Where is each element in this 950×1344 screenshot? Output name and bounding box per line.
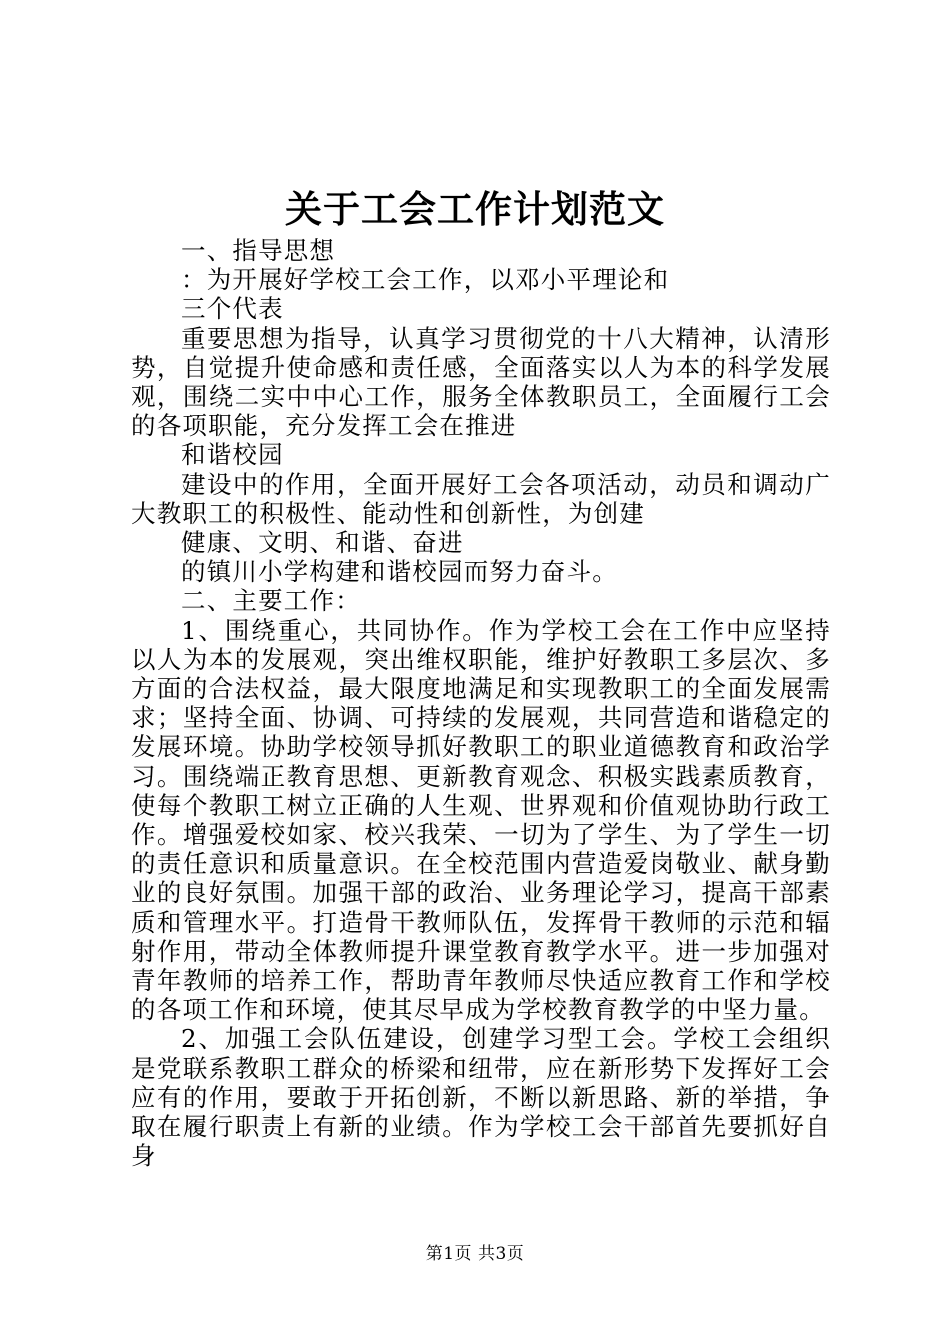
paragraph-slogan: 健康、文明、和谐、奋进 xyxy=(181,528,464,558)
paragraph-three-represents: 三个代表 xyxy=(181,294,284,324)
paragraph-guiding-body: 重要思想为指导，认真学习贯彻党的十八大精神，认清形势，自觉提升使命感和责任感，全面落实以人为本的科学发展观，围绕二实中中心工作，服务全体教职员工，全面履行工会的各项职能，充分发挥工会在推进 xyxy=(131,323,831,441)
paragraph-construction-role: 建设中的作用，全面开展好工会各项活动，动员和调动广大教职工的积极性、能动性和创新性，为创建 xyxy=(131,469,831,528)
paragraph-intro-fragment: ：为开展好学校工会工作，以邓小平理论和 xyxy=(181,265,670,295)
paragraph-harmonious-campus: 和谐校园 xyxy=(181,440,284,470)
paragraph-item-2: 2、加强工会队伍建设，创建学习型工会。学校工会组织是党联系教职工群众的桥梁和纽带，应在新形势下发挥好工会应有的作用，要敢于开拓创新，不断以新思路、新的举措，争取在履行职责上有新的业绩。作为学校工会干部首先要抓好自身 xyxy=(131,1024,831,1171)
page-footer: 第1页 共3页 xyxy=(425,1244,525,1264)
document-title: 关于工会工作计划范文 xyxy=(285,187,665,231)
paragraph-heading-main-work: 二、主要工作： xyxy=(181,586,361,616)
paragraph-school-goal: 的镇川小学构建和谐校园而努力奋斗。 xyxy=(181,557,618,587)
paragraph-heading-guiding-thought: 一、指导思想 xyxy=(181,236,336,265)
paragraph-item-1: 1、围绕重心，共同协作。作为学校工会在工作中应坚持以人为本的发展观，突出维权职能，维护好教职工多层次、多方面的合法权益，最大限度地满足和实现教职工的全面发展需求；坚持全面、协调、可持续的发展观，共同营造和谐稳定的发展环境。协助学校领导抓好教职工的职业道德教育和政治学习。围绕端正教育思想、更新教育观念、积极实践素质教育，使每个教职工树立正确的人生观、世界观和价值观协助行政工作。增强爱校如家、校兴我荣、一切为了学生、为了学生一切的责任意识和质量意识。在全校范围内营造爱岗敬业、献身勤业的良好氛围。加强干部的政治、业务理论学习，提高干部素质和管理水平。打造骨干教师队伍，发挥骨干教师的示范和辐射作用，带动全体教师提升课堂教育教学水平。进一步加强对青年教师的培养工作，帮助青年教师尽快适应教育工作和学校的各项工作和环境，使其尽早成为学校教育教学的中坚力量。 xyxy=(131,615,831,1025)
document-body xyxy=(131,236,831,1171)
